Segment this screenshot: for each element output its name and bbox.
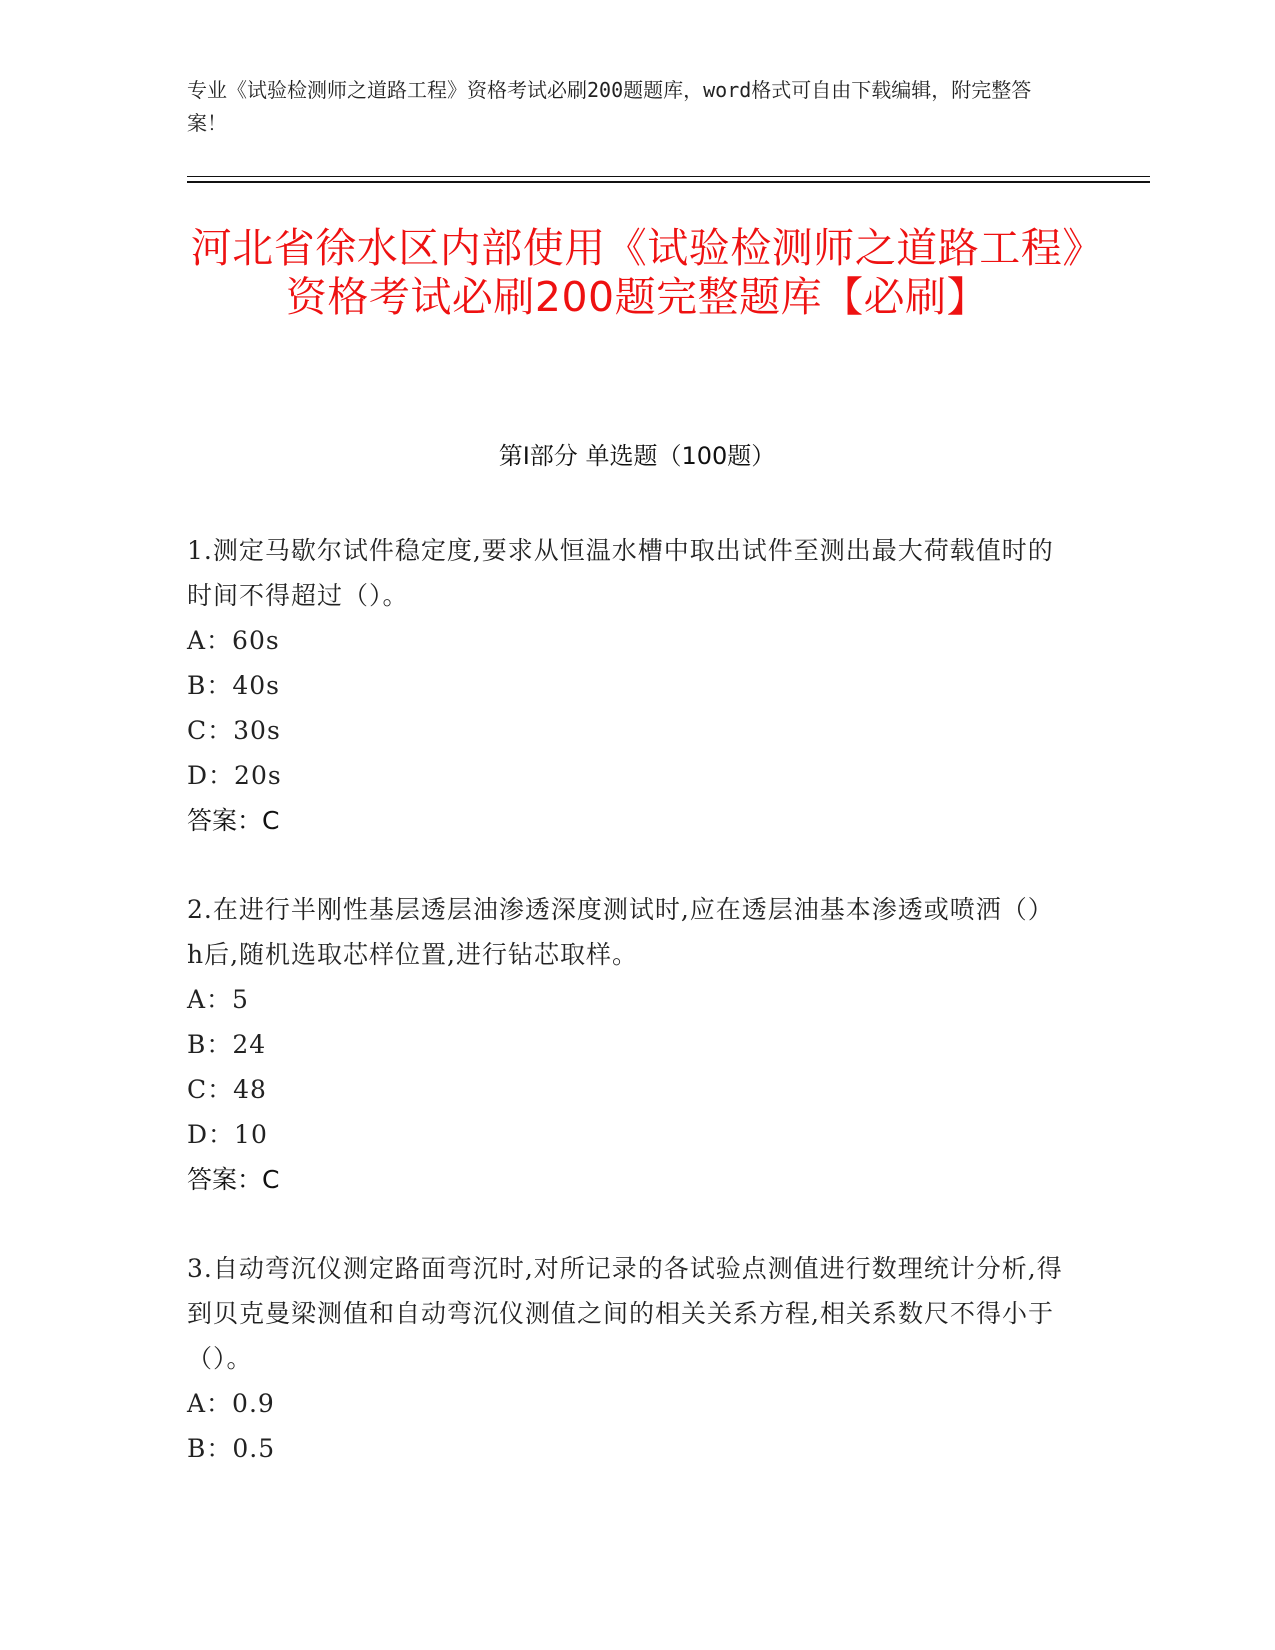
header-note: 专业《试验检测师之道路工程》资格考试必刷200题题库，word格式可自由下载编辑，附完整答案！ <box>187 78 1032 135</box>
option-b: B：40s <box>187 671 281 700</box>
header-divider-thin <box>187 176 1150 177</box>
option-a: A：5 <box>187 985 249 1014</box>
answer: 答案：C <box>187 1165 280 1194</box>
option-d: D：10 <box>187 1120 268 1149</box>
option-a: A：60s <box>187 626 280 655</box>
option-b: B：0.5 <box>187 1434 276 1463</box>
option-c: C：30s <box>187 716 281 745</box>
option-d: D：20s <box>187 761 282 790</box>
question-item <box>187 887 1067 1202</box>
option-a: A：0.9 <box>187 1389 275 1418</box>
question-item <box>187 1246 1067 1471</box>
answer: 答案：C <box>187 806 280 835</box>
document-title: 河北省徐水区内部使用《试验检测师之道路工程》资格考试必刷200题完整题库【必刷】 <box>190 224 1084 321</box>
option-b: B：24 <box>187 1030 267 1059</box>
question-item <box>187 528 1067 843</box>
question-text: 3.自动弯沉仪测定路面弯沉时,对所记录的各试验点测值进行数理统计分析,得到贝克曼梁测值和自动弯沉仪测值之间的相关关系方程,相关系数尺不得小于（）。 <box>187 1254 1063 1373</box>
question-list <box>187 528 1067 1515</box>
question-text: 2.在进行半刚性基层透层油渗透深度测试时,应在透层油基本渗透或喷洒（）h后,随机选取芯样位置,进行钻芯取样。 <box>187 895 1054 969</box>
header-divider-thick <box>187 181 1150 183</box>
section-heading: 第I部分 单选题（100题） <box>498 442 776 470</box>
option-c: C：48 <box>187 1075 267 1104</box>
question-text: 1.测定马歇尔试件稳定度,要求从恒温水槽中取出试件至测出最大荷载值时的时间不得超过（）。 <box>187 536 1054 610</box>
